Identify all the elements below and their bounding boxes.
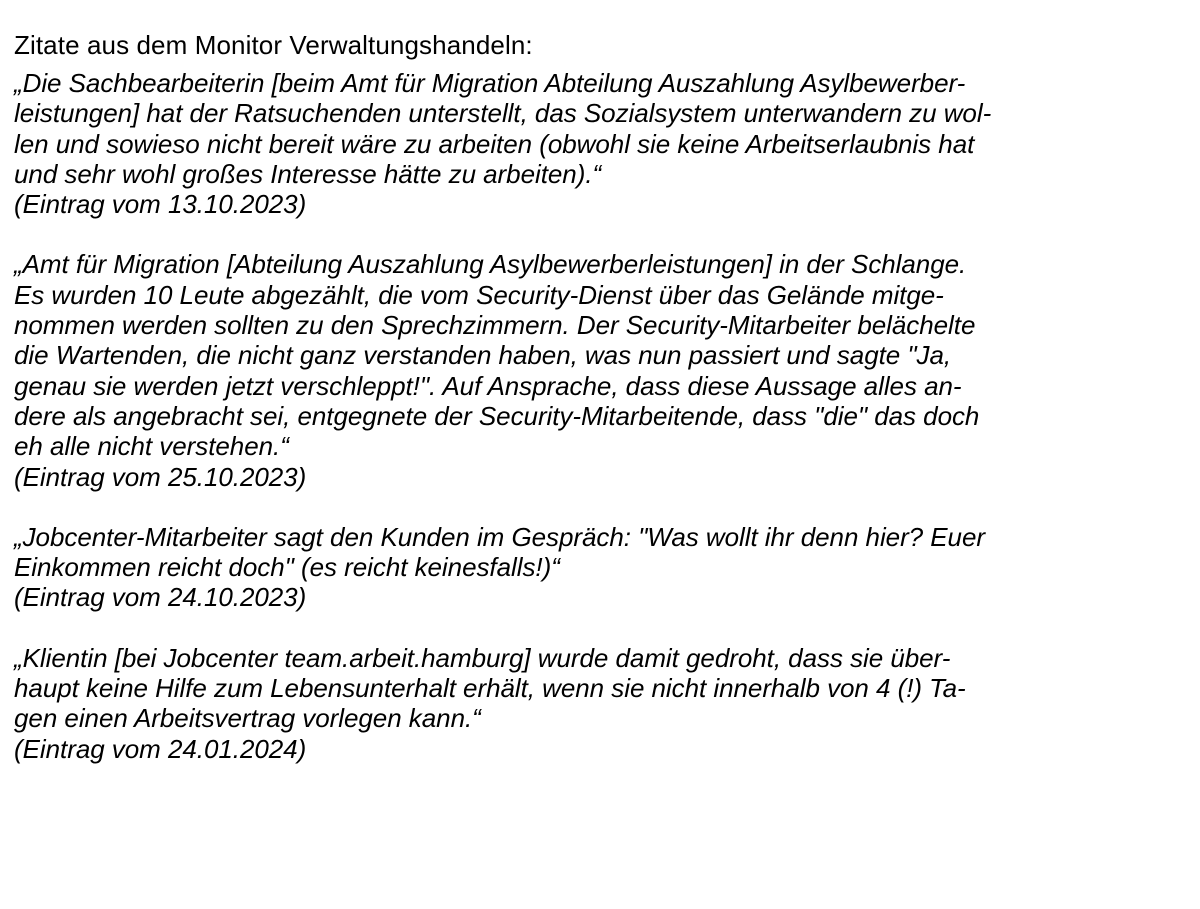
quote-line: Einkommen reicht doch" (es reicht keinesfalls!)“ bbox=[14, 552, 560, 583]
quote-line: eh alle nicht verstehen.“ bbox=[14, 431, 289, 462]
quote-entry bbox=[14, 643, 1186, 764]
entry-date: (Eintrag vom 24.10.2023) bbox=[14, 582, 307, 613]
entry-date: (Eintrag vom 24.01.2024) bbox=[14, 733, 307, 764]
quote-line: „Jobcenter-Mitarbeiter sagt den Kunden im Gespräch: "Was wollt ihr denn hier? Euer bbox=[14, 521, 985, 552]
quote-line: die Wartenden, die nicht ganz verstanden haben, was nun passiert und sagte "Ja, bbox=[14, 340, 952, 371]
entry-date: (Eintrag vom 25.10.2023) bbox=[14, 461, 307, 492]
quote-line: „Klientin [bei Jobcenter team.arbeit.hamburg] wurde damit gedroht, dass sie über- bbox=[14, 642, 951, 673]
quote-line: „Amt für Migration [Abteilung Auszahlung Asylbewerberleistungen] in der Schlange. bbox=[14, 249, 967, 280]
quote-line: nommen werden sollten zu den Sprechzimmern. Der Security-Mitarbeiter belächelte bbox=[14, 310, 976, 341]
quote-line: leistungen] hat der Ratsuchenden unterstellt, das Sozialsystem unterwandern zu wol- bbox=[14, 98, 992, 129]
quote-line: haupt keine Hilfe zum Lebensunterhalt erhält, wenn sie nicht innerhalb von 4 (!) Ta- bbox=[14, 673, 966, 704]
quote-line: genau sie werden jetzt verschleppt!". Auf Ansprache, dass diese Aussage alles an- bbox=[14, 370, 962, 401]
quote-line: Es wurden 10 Leute abgezählt, die vom Security-Dienst über das Gelände mitge- bbox=[14, 279, 944, 310]
quote-line: dere als angebracht sei, entgegnete der Security-Mitarbeitende, dass "die" das doch bbox=[14, 400, 980, 431]
quote-entry bbox=[14, 522, 1186, 613]
document-page bbox=[14, 30, 1186, 794]
quote-line: len und sowieso nicht bereit wäre zu arbeiten (obwohl sie keine Arbeitserlaubnis hat bbox=[14, 128, 975, 159]
quote-line: „Die Sachbearbeiterin [beim Amt für Migration Abteilung Auszahlung Asylbewerber- bbox=[14, 68, 966, 98]
quote-entry bbox=[14, 249, 1186, 491]
quote-line: gen einen Arbeitsvertrag vorlegen kann.“ bbox=[14, 703, 481, 734]
document-heading: Zitate aus dem Monitor Verwaltungshandeln: bbox=[14, 30, 533, 60]
entry-date: (Eintrag vom 13.10.2023) bbox=[14, 189, 307, 220]
quote-entry bbox=[14, 68, 1186, 219]
quote-line: und sehr wohl großes Interesse hätte zu arbeiten).“ bbox=[14, 158, 602, 189]
